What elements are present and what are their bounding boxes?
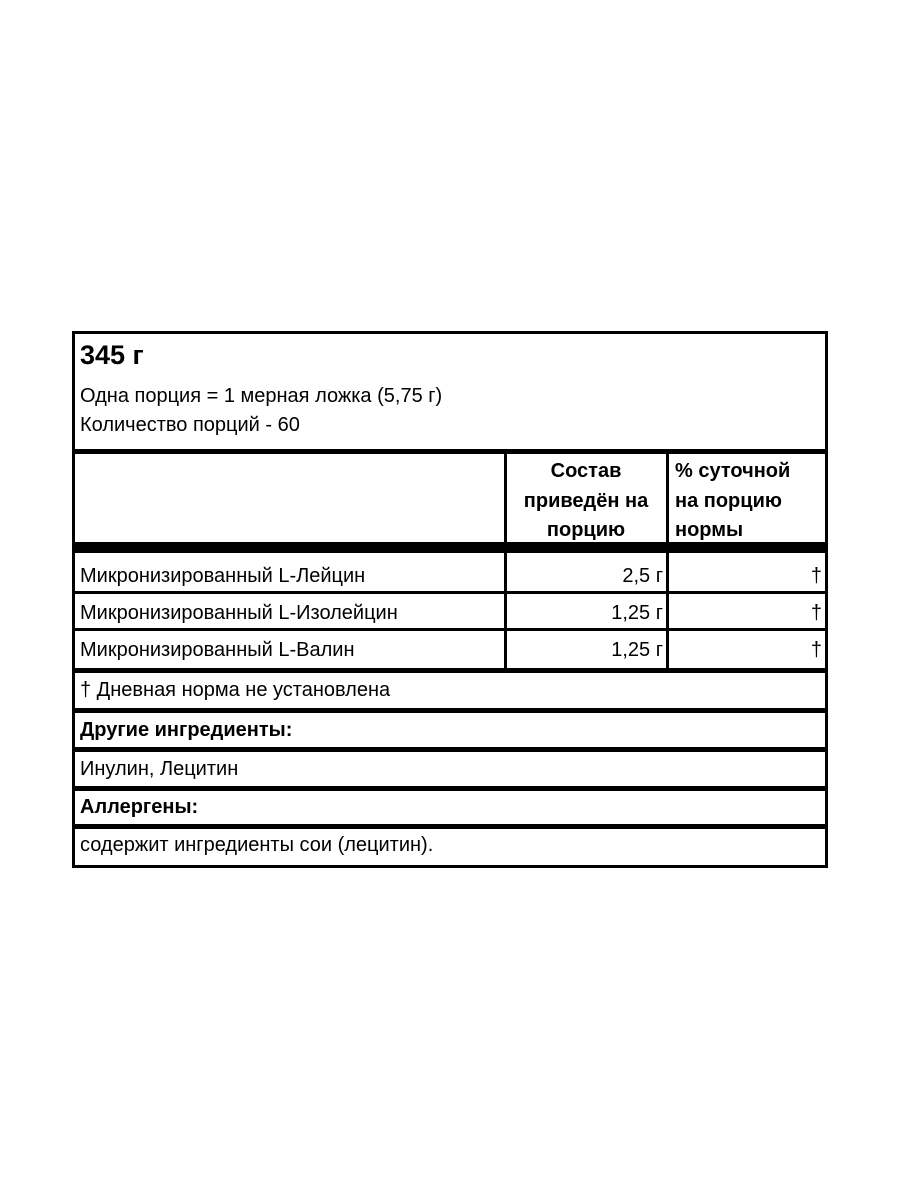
ingredient-dv-valine: † — [810, 639, 822, 661]
footnote: † Дневная норма не установлена — [80, 679, 391, 701]
thick-divider-top — [75, 449, 825, 454]
table-end-divider — [75, 668, 825, 673]
column-divider-1-rows — [504, 553, 507, 668]
package-weight: 345 г — [80, 340, 144, 370]
section-divider — [75, 824, 825, 829]
ingredient-name-isoleucine: Микронизированный L-Изолейцин — [80, 602, 398, 624]
row-divider — [75, 591, 825, 594]
section-divider — [75, 747, 825, 752]
allergens-text: содержит ингредиенты сои (лецитин). — [80, 834, 434, 856]
ingredient-name-valine: Микронизированный L-Валин — [80, 639, 355, 661]
ingredient-dv-leucine: † — [810, 565, 822, 587]
ingredient-amount-isoleucine: 1,25 г — [611, 602, 663, 624]
allergens-heading: Аллергены: — [80, 796, 199, 818]
section-divider — [75, 708, 825, 713]
other-ingredients-heading: Другие ингредиенты: — [80, 719, 293, 741]
nutrition-label — [72, 331, 828, 868]
column-divider-2-header — [666, 454, 669, 542]
column-divider-2-rows — [666, 553, 669, 668]
column-header-daily-value: % суточной на порцию нормы — [675, 460, 791, 541]
serving-size: Одна порция = 1 мерная ложка (5,75 г) — [80, 385, 443, 407]
ingredient-amount-valine: 1,25 г — [611, 639, 663, 661]
ingredient-name-leucine: Микронизированный L-Лейцин — [80, 565, 366, 587]
thick-divider-header — [75, 542, 825, 553]
row-divider — [75, 628, 825, 631]
section-divider — [75, 786, 825, 791]
other-ingredients-text: Инулин, Лецитин — [80, 758, 239, 780]
servings-per-container: Количество порций - 60 — [80, 414, 300, 436]
ingredient-dv-isoleucine: † — [810, 602, 822, 624]
ingredient-amount-leucine: 2,5 г — [622, 565, 663, 587]
column-header-amount: Состав приведён на порцию — [523, 460, 649, 541]
column-divider-1-header — [504, 454, 507, 542]
